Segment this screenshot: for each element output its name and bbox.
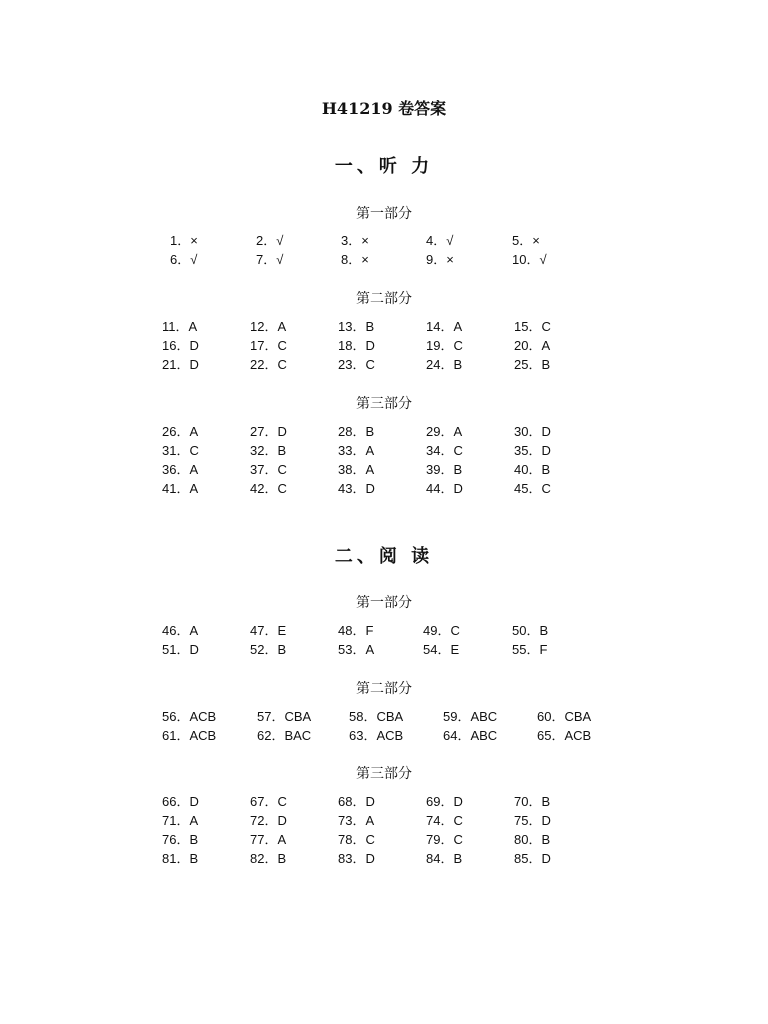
answer-row [0,848,768,867]
answer-item: 76．B [162,832,199,847]
answer-item: 26．A [162,424,199,439]
answer-item: 60．CBA [537,709,592,724]
answer-item: 12．A [250,319,287,334]
answer-item: 21．D [162,357,199,372]
part-label: 第二部分 [356,681,412,697]
answer-item: 8．× [341,252,369,267]
answer-item: 85．D [514,851,551,866]
answer-item: 24．B [426,357,463,372]
answer-item: 31．C [162,443,199,458]
answer-item: 28．B [338,424,375,439]
answer-item: 22．C [250,357,287,372]
answer-item: 65．ACB [537,728,592,743]
answer-item: 84．B [426,851,463,866]
answer-row [0,440,768,459]
part-label: 第三部分 [356,766,412,782]
answer-row [0,316,768,335]
answer-item: 41．A [162,481,199,496]
answer-grid [0,230,768,268]
answer-row [0,249,768,268]
answer-item: 38．A [338,462,375,477]
answer-item: 35．D [514,443,551,458]
answer-item: 37．C [250,462,287,477]
answer-item: 3．× [341,233,369,248]
part-label: 第一部分 [356,595,412,611]
answer-item: 27．D [250,424,287,439]
answer-item: 57．CBA [257,709,312,724]
answer-item: 71．A [162,813,199,828]
answer-item: 78．C [338,832,375,847]
answer-item: 34．C [426,443,463,458]
answer-item: 9．× [426,252,454,267]
section-heading-listening: 一、听 力 [334,156,434,177]
answer-item: 19．C [426,338,463,353]
answer-item: 61．ACB [162,728,217,743]
answer-item: 5．× [512,233,540,248]
answer-item: 69．D [426,794,463,809]
answer-item: 52．B [250,642,287,657]
answer-item: 58．CBA [349,709,404,724]
answer-item: 15．C [514,319,551,334]
answer-row [0,478,768,497]
answer-item: 4．√ [426,233,454,248]
answer-item: 10．√ [512,252,547,267]
answer-row [0,230,768,249]
answer-item: 77．A [250,832,287,847]
answer-item: 75．D [514,813,551,828]
answer-item: 46．A [162,623,199,638]
answer-item: 32．B [250,443,287,458]
answer-item: 64．ABC [443,728,498,743]
answer-item: 44．D [426,481,463,496]
answer-item: 80．B [514,832,551,847]
answer-item: 56．ACB [162,709,217,724]
answer-row [0,829,768,848]
answer-item: 20．A [514,338,551,353]
answer-item: 54．E [423,642,460,657]
answer-item: 53．A [338,642,375,657]
answer-row [0,354,768,373]
answer-item: 43．D [338,481,375,496]
page-title: H41219 卷答案 [321,99,447,118]
part-label: 第二部分 [356,291,412,307]
answer-grid [0,316,768,373]
answer-item: 50．B [512,623,549,638]
answer-item: 2．√ [256,233,284,248]
answer-item: 30．D [514,424,551,439]
answer-item: 48．F [338,623,374,638]
answer-item: 82．B [250,851,287,866]
answer-item: 11．A [162,319,198,334]
answer-item: 74．C [426,813,463,828]
answer-item: 17．C [250,338,287,353]
answer-item: 39．B [426,462,463,477]
answer-row [0,810,768,829]
answer-row [0,421,768,440]
answer-item: 6．√ [170,252,198,267]
section-heading-reading: 二、阅 读 [334,546,434,567]
answer-item: 40．B [514,462,551,477]
answer-item: 79．C [426,832,463,847]
answer-item: 68．D [338,794,375,809]
answer-item: 23．C [338,357,375,372]
part-label: 第一部分 [356,206,412,222]
answer-item: 18．D [338,338,375,353]
answer-grid [0,706,768,744]
answer-row [0,459,768,478]
answer-item: 14．A [426,319,463,334]
answer-row [0,725,768,744]
answer-item: 83．D [338,851,375,866]
answer-grid [0,791,768,867]
answer-item: 66．D [162,794,199,809]
answer-item: 59．ABC [443,709,498,724]
answer-row [0,791,768,810]
answer-item: 70．B [514,794,551,809]
answer-row [0,706,768,725]
answer-item: 73．A [338,813,375,828]
answer-item: 25．B [514,357,551,372]
answer-item: 55．F [512,642,548,657]
answer-item: 72．D [250,813,287,828]
answer-row [0,620,768,639]
answer-row [0,639,768,658]
answer-item: 47．E [250,623,287,638]
answer-grid [0,620,768,658]
answer-item: 45．C [514,481,551,496]
answer-item: 67．C [250,794,287,809]
answer-item: 16．D [162,338,199,353]
answer-grid [0,421,768,497]
answer-item: 13．B [338,319,375,334]
answer-item: 29．A [426,424,463,439]
answer-row [0,335,768,354]
answer-item: 7．√ [256,252,284,267]
answer-item: 36．A [162,462,199,477]
answer-item: 62．BAC [257,728,312,743]
answer-item: 51．D [162,642,199,657]
answer-item: 1．× [170,233,198,248]
answer-item: 33．A [338,443,375,458]
answer-item: 63．ACB [349,728,404,743]
part-label: 第三部分 [356,396,412,412]
answer-item: 49．C [423,623,460,638]
answer-item: 81．B [162,851,199,866]
answer-item: 42．C [250,481,287,496]
